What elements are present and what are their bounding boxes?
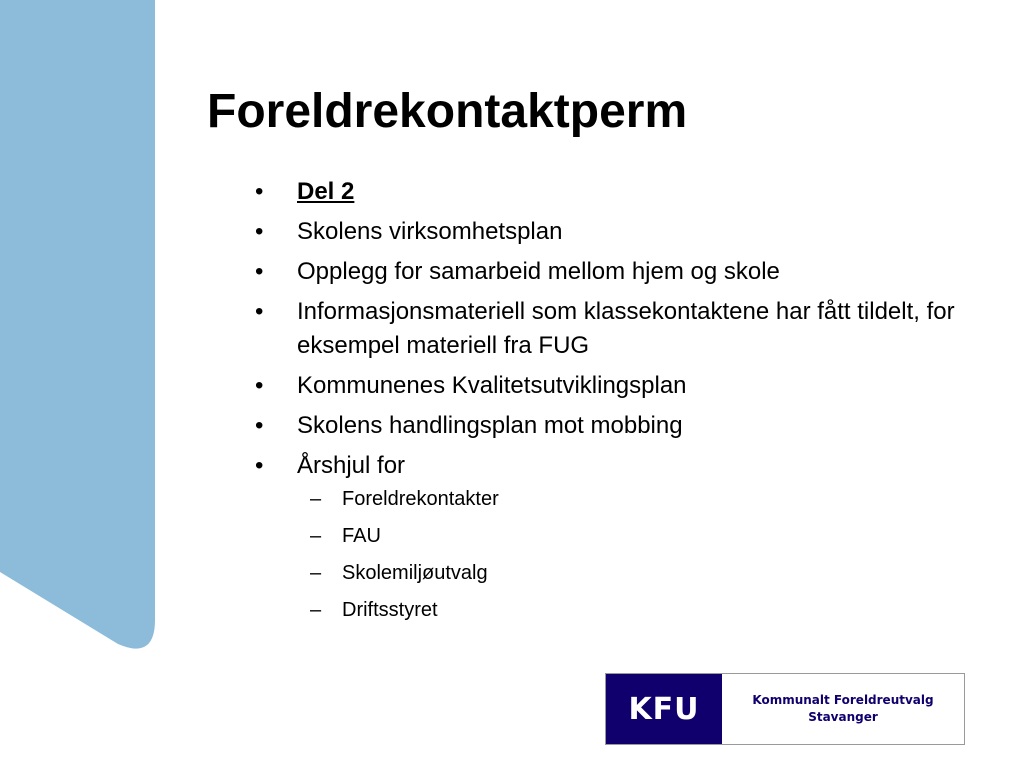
sub-item-foreldrekontakter — [297, 485, 995, 513]
dash-icon: – — [310, 599, 322, 621]
dash-icon: – — [310, 562, 322, 584]
bullet-item-arshjul — [255, 449, 995, 624]
bullet-icon: • — [255, 298, 264, 325]
bullet-text: Opplegg for samarbeid mellom hjem og skole — [297, 258, 780, 285]
bullet-icon: • — [255, 412, 264, 439]
decorative-side-shape — [0, 0, 160, 660]
bullet-text: Skolens handlingsplan mot mobbing — [297, 412, 683, 439]
kfu-logo-mark: KFU — [606, 674, 722, 744]
sub-item-driftsstyret — [297, 596, 995, 624]
logo-org-name: Kommunalt Foreldreutvalg — [752, 693, 934, 707]
bullet-icon: • — [255, 178, 264, 205]
dash-icon: – — [310, 488, 322, 510]
bullet-item-del-2 — [255, 175, 995, 209]
logo-city: Stavanger — [808, 710, 878, 724]
sub-item-text: Foreldrekontakter — [342, 488, 499, 510]
bullet-text: Skolens virksomhetsplan — [297, 218, 563, 245]
bullet-item-opplegg — [255, 255, 995, 289]
bullet-icon: • — [255, 258, 264, 285]
bullet-list — [255, 175, 995, 633]
kfu-logo — [605, 673, 965, 745]
dash-icon: – — [310, 525, 322, 547]
bullet-text: Årshjul for — [297, 452, 406, 479]
bullet-item-kvalitetsutviklingsplan — [255, 369, 995, 403]
bullet-item-handlingsplan — [255, 409, 995, 443]
kfu-logo-text — [722, 674, 964, 744]
bullet-item-informasjonsmateriell — [255, 295, 995, 363]
bullet-icon: • — [255, 452, 264, 479]
bullet-text: Kommunenes Kvalitetsutviklingsplan — [297, 372, 687, 399]
bullet-icon: • — [255, 372, 264, 399]
sub-item-text: Skolemiljøutvalg — [342, 562, 488, 584]
bullet-text: Informasjonsmateriell som klassekontaktene har fått tildelt, for eksempel materiell fra FUG — [297, 298, 955, 359]
bullet-icon: • — [255, 218, 264, 245]
sub-item-skolemiljoutvalg — [297, 559, 995, 587]
bullet-item-virksomhetsplan — [255, 215, 995, 249]
sub-item-text: Driftsstyret — [342, 599, 438, 621]
bullet-text: Del 2 — [297, 178, 355, 205]
slide-title: Foreldrekontaktperm — [207, 85, 688, 138]
sub-bullet-list — [297, 485, 995, 624]
sub-item-text: FAU — [342, 525, 381, 547]
sub-item-fau — [297, 522, 995, 550]
